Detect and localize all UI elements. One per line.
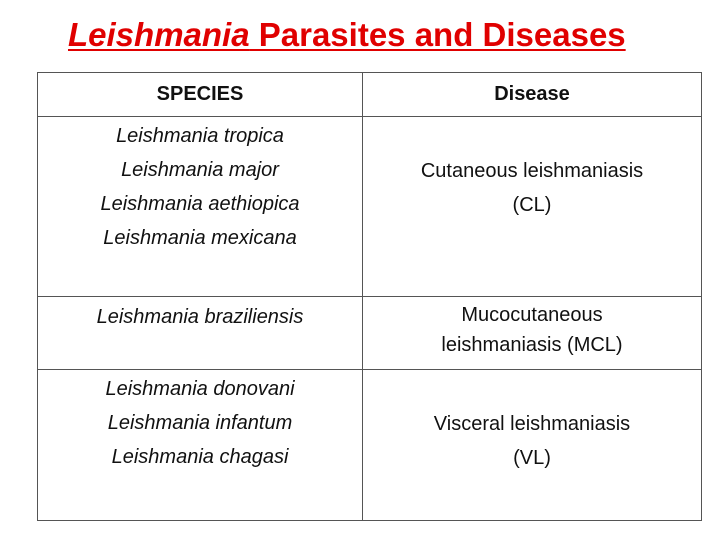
disease-abbreviation: (VL) xyxy=(513,447,551,469)
disease-name: Mucocutaneous xyxy=(461,304,603,326)
page-title xyxy=(68,14,626,56)
title-genus: Leishmania xyxy=(68,16,250,53)
species-name: Leishmania donovani xyxy=(105,378,295,400)
species-disease-table xyxy=(37,72,702,521)
disease-cell xyxy=(363,370,702,521)
disease-name: Visceral leishmaniasis xyxy=(433,413,631,435)
table-header-row xyxy=(38,73,702,117)
table-row-mucocutaneous xyxy=(38,297,702,370)
species-name: Leishmania tropica xyxy=(116,125,284,147)
species-name: Leishmania mexicana xyxy=(103,227,297,249)
species-name: Leishmania chagasi xyxy=(111,446,289,468)
disease-abbreviation: (CL) xyxy=(512,194,552,216)
disease-name: Cutaneous leishmaniasis xyxy=(420,160,644,182)
disease-cell xyxy=(363,297,702,370)
table-row-cutaneous xyxy=(38,117,702,297)
species-cell xyxy=(38,117,363,297)
disease-cell xyxy=(363,117,702,297)
species-name: Leishmania major xyxy=(121,159,279,181)
species-column-header: SPECIES xyxy=(38,73,363,117)
species-name: Leishmania infantum xyxy=(107,412,293,434)
table-row-visceral xyxy=(38,370,702,521)
species-name: Leishmania braziliensis xyxy=(96,306,304,328)
species-cell xyxy=(38,297,363,370)
species-name: Leishmania aethiopica xyxy=(100,193,300,215)
title-rest: Parasites and Diseases xyxy=(249,16,626,53)
disease-name-continued: leishmaniasis (MCL) xyxy=(441,334,623,356)
disease-column-header: Disease xyxy=(363,73,702,117)
species-cell xyxy=(38,370,363,521)
